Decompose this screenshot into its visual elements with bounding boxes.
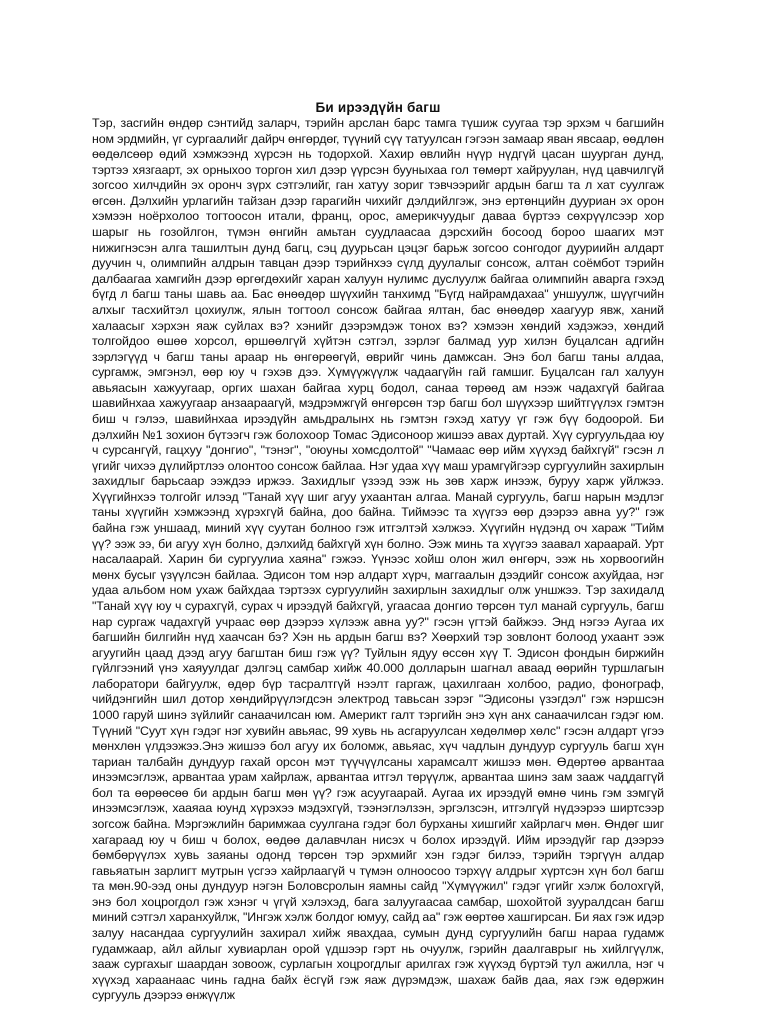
document-title: Би ирээдүйн багш — [315, 100, 441, 115]
document-body-text: Тэр, засгийн өндөр сэнтийд заларч, тэрийн арслан барс тамга түшиж суугаа тэр эрхэм ч багшийн ном эрдмийн, үг сургаалийг дайрч өнгөрдөг, түүний сүү татуулсан гэгээн замаар яван явсаар, өөдлөн өөдөлсөөр өдий хэмжээнд хүрсэн нь тодорхой. Хахир өвлийн нүүр нүдгүй цасан шуурган дунд, тэртээ хязгаарт, эх орныхоо торгон хил дээр үүрсэн бууныхаа гол төмөрт хайруулан, нүд цавчилгүй зогсоо хилчдийн эх оронч зүрх сэтгэлийг, ган хатуу зориг тэвчээрийг ардын багш та л хат суулгаж өгсөн. Дэлхийн урлагийн тайзан дээр гарагийн чихийг дэлдийлгэж, энэ ертөнцийн дууриан эх орон хэмээн ноёрхолоо тогтоосон итали, франц, орос, америкчуудыг даваа бүртээ сөхрүүлсээр хор шарыг нь гозойлгон, түмэн өнгийн амьтан суудлаасаа дэрсхийн босоод бороо шаагих мэт нижигнэсэн алга ташилтын дунд багц, сэц дуурьсан цэцэг барьж зогсоо сонгодог дууриийн алдарт дуучин ч, олимпийн алдрын тавцан дээр тэрийнхээ сүлд дуулалыг сонсож, алтан соёмбот тэрийн далбаагаа хамгийн дээр өргөгдөхийг харан халуун нулимс дуслуулж байгаа олимпийн аварга гэхэд бүгд л багш таны шавь аа. Бас өнөөдөр шүүхийн танхимд "Бүгд найрамдахаа" уншуулж, шүүгчийн алхыг тасхийтэл цохиулж, ялын тогтоол сонсож байгаа ялтан, бас өнөөдөр хаагуур явж, ханий халаасыг хэрхэн яаж суйлах вэ? хэнийг дээрэмдэж тонох вэ? хэмээн хөндий хэдэжээ, хөндий толгойдоо өшөө хорсол, өршөөлгүй хүйтэн сэтгэл, зэрлэг балмад уур хилэн буцалсан адгийн зэрлэгүүд ч багш таны араар нь өнгөрөөгүй, өврийг чинь дамжсан. Энэ бол багш таны алдаа, сургамж, эмгэнэл, өөр юу ч гэхэв дээ. Хүмүүжүүлж чадаагүйн гай гамшиг. Буцалсан гал халуун авьяасын хажуугаар, оргих шахан байгаа хурц бодол, санаа төрөөд ам нээж чадахгүй байгаа шавийнхаа хажуугаар анзаараагүй, мэдрэмжгүй өнгөрсөн тэр багш бол шүүхээр шийтгүүлэх гэмтэн биш ч гэлээ, шавийнхаа ирээдүйн амьдралынх нь гэмтэн гэхэд хатуу үг гэж бүү бодоорой. Би дэлхийн №1 зохион бүтээгч гэж болохоор Томас Эдисоноор жишээ авах дуртай. Хүү сургуульдаа юу ч сурсангүй, гацхуу "донгио", "тэнэг", "оюуны хомсдолтой" "Чамаас өөр ийм хүүхэд байхгүй" гэсэн л үгийг чихээ дүлийртлээ олонтоо сонсож байлаа. Нэг удаа хүү маш урамгүйгээр сургуулийн захирлын захидлыг барьсаар ээждээ иржээ. Захидлыг үзээд ээж нь зөв харж инээж, буруу харж уйлжээ. Хүүгийнхээ толгойг илээд "Танай хүү шиг агуу ухаантан алгаа. Манай сургууль, багш нарын мэдлэг таны хүүгийн хэмжээнд хүрэхгүй байна, доо байна. Тиймээс та хүүгээ өөр дээрээ авна уу?" гэж байна гэж уншаад, миний хүү суутан болноо гэж итгэлтэй хэлжээ. Хүүгийн нүдэнд оч хараж "Тийм үү? ээж ээ, би агуу хүн болно, дэлхийд байхгүй хүн болно. Ээж минь та хүүгээ заавал хараарай. Урт насалаарай. Харин би сургуулиа хаяна" гэжээ. Үүнээс хойш олон жил өнгөрч, ээж нь хорвоогийн мөнх бусыг үзүүлсэн байлаа. Эдисон том нэр алдарт хүрч, маггаалын дээдийг сонсож ахуйдаа, нэг удаа альбом ном ухаж байхдаа тэртээх сургуулийн захирлын захидлыг олж уншжээ. Тэр захидалд "Танай хүү юу ч сурахгүй, сурах ч ирээдүй байхгүй, угаасаа донгио төрсөн тул манай сургууль, багш нар сургаж чадахгүй учраас өөр дээрээ хүлээж авна уу?" гэсэн үгтэй байжээ. Энд нэгээ Аугаа их багшийн билгийн нүд хаачсан бэ? Хэн нь ардын багш вэ? Хөөрхий тэр зовлонт болоод ухаант ээж агуугийн цаад дээд агуу багштан биш гэж үү? Туйлын ядуу өссөн хүү Т. Эдисон фондын биржийн гүйлгээний үнэ хаяуулдаг дэлгэц самбар хийж 40.000 долларын шагнал аваад өөрийн туршлагын лаборатори байгуулж, өдөр бүр тасралтгүй нээлт гаргаж, цахилгаан холбоо, радио, фонограф, чийдэнгийн шил дотор хөндийрүүлэгдсэн электрод тавьсан зэрэг "Эдисоны үзэгдэл" гэж нэршсэн 1000 гаруй шинэ зүйлийг санаачилсан юм. Америкт галт тэргийн энэ хүн анх санаачилсан гэдэг юм. Түүний "Суут хүн гэдэг нэг хувийн авьяас, 99 хувь нь асгаруулсан хөдөлмөр хөлс" гэсэн алдарт үгээ мөнхлөн үлдээжээ.Энэ жишээ бол агуу их боломж, авьяас, хүч чадлын дундуур сургууль багш хүн тариан талбайн дундуур гахай орсон мэт түүчүүлсаны харамсалт жишээ мөн. Өдөртөө арвантаа инээмсэглэж, арвантаа урам хайрлаж, арвантаа итгэл төрүүлж, арвантаа шинэ зам зааж чаддаггүй бол та өөрөөсөө би ардын багш мөн үү? гэж асуугаарай. Аугаа их ирээдүй өмнө чинь гэм зэмгүй инээмсэглэж, хааяаа юунд хүрэхээ мэдэхгүй, тээнэглэлзэн, эргэлзсэн, итгэлгүй нүдээрээ ширтсээр зогсож байна. Мэргэжлийн баримжаа суулгана гэдэг бол бурханы хишгийг хайрлагч мөн. Өндөг шиг хагараад юу ч биш ч болох, өөдөө далавчлан нисэх ч болох ирээдүй. Ийм ирээдүйг гар дээрээ бөмбөрүүлэх хувь заяаны одонд төрсөн тэр эрхмийг хэн гэдэг билээ, тэрийн тэргүүн алдар гавьяатын зарлигт мутрын үсгээ хайрлаагүй ч түмэн олноосоо тэрхүү алдрыг хүртсэн хүн бол багш та мөн.90-ээд оны дундуур нэгэн Боловсролын яамны сайд "Хүмүүжил" гэдэг үгийг хэлж болохгүй, энэ бол хоцрогдол гэж хэнэг ч үгүй хэлэхэд, бага залуугаасаа самбар, шохойтой зууралдсан багш миний сэтгэл харанхуйлж, "Ингэж хэлж болдог юмуу, сайд аа" гэж өөртөө хашгирсан. Би яах гэж идэр залуу насандаа сургуулийн захирал хийж явахдаа, сумын дунд сургуулийн багш нараа гудамж гудамжаар, айл айлыг хувиарлан орой үдшээр гэрт нь очуулж, гэрийн даалгаврыг нь хийлгүүлж, зааж сургахыг шаардан зовоож, сурлагын хоцрогдлыг арилгах гэж хүүхэд бүртэй тул ажилла, нэг ч хүүхэд хараанаас чинь гадна байх ёсгүй гэж яаж дүрэмдэж, шахаж байв даа, яах гэж өдөржин сургууль дээрээ өнжүүлж — [92, 116, 664, 1003]
document-page — [92, 100, 664, 1004]
